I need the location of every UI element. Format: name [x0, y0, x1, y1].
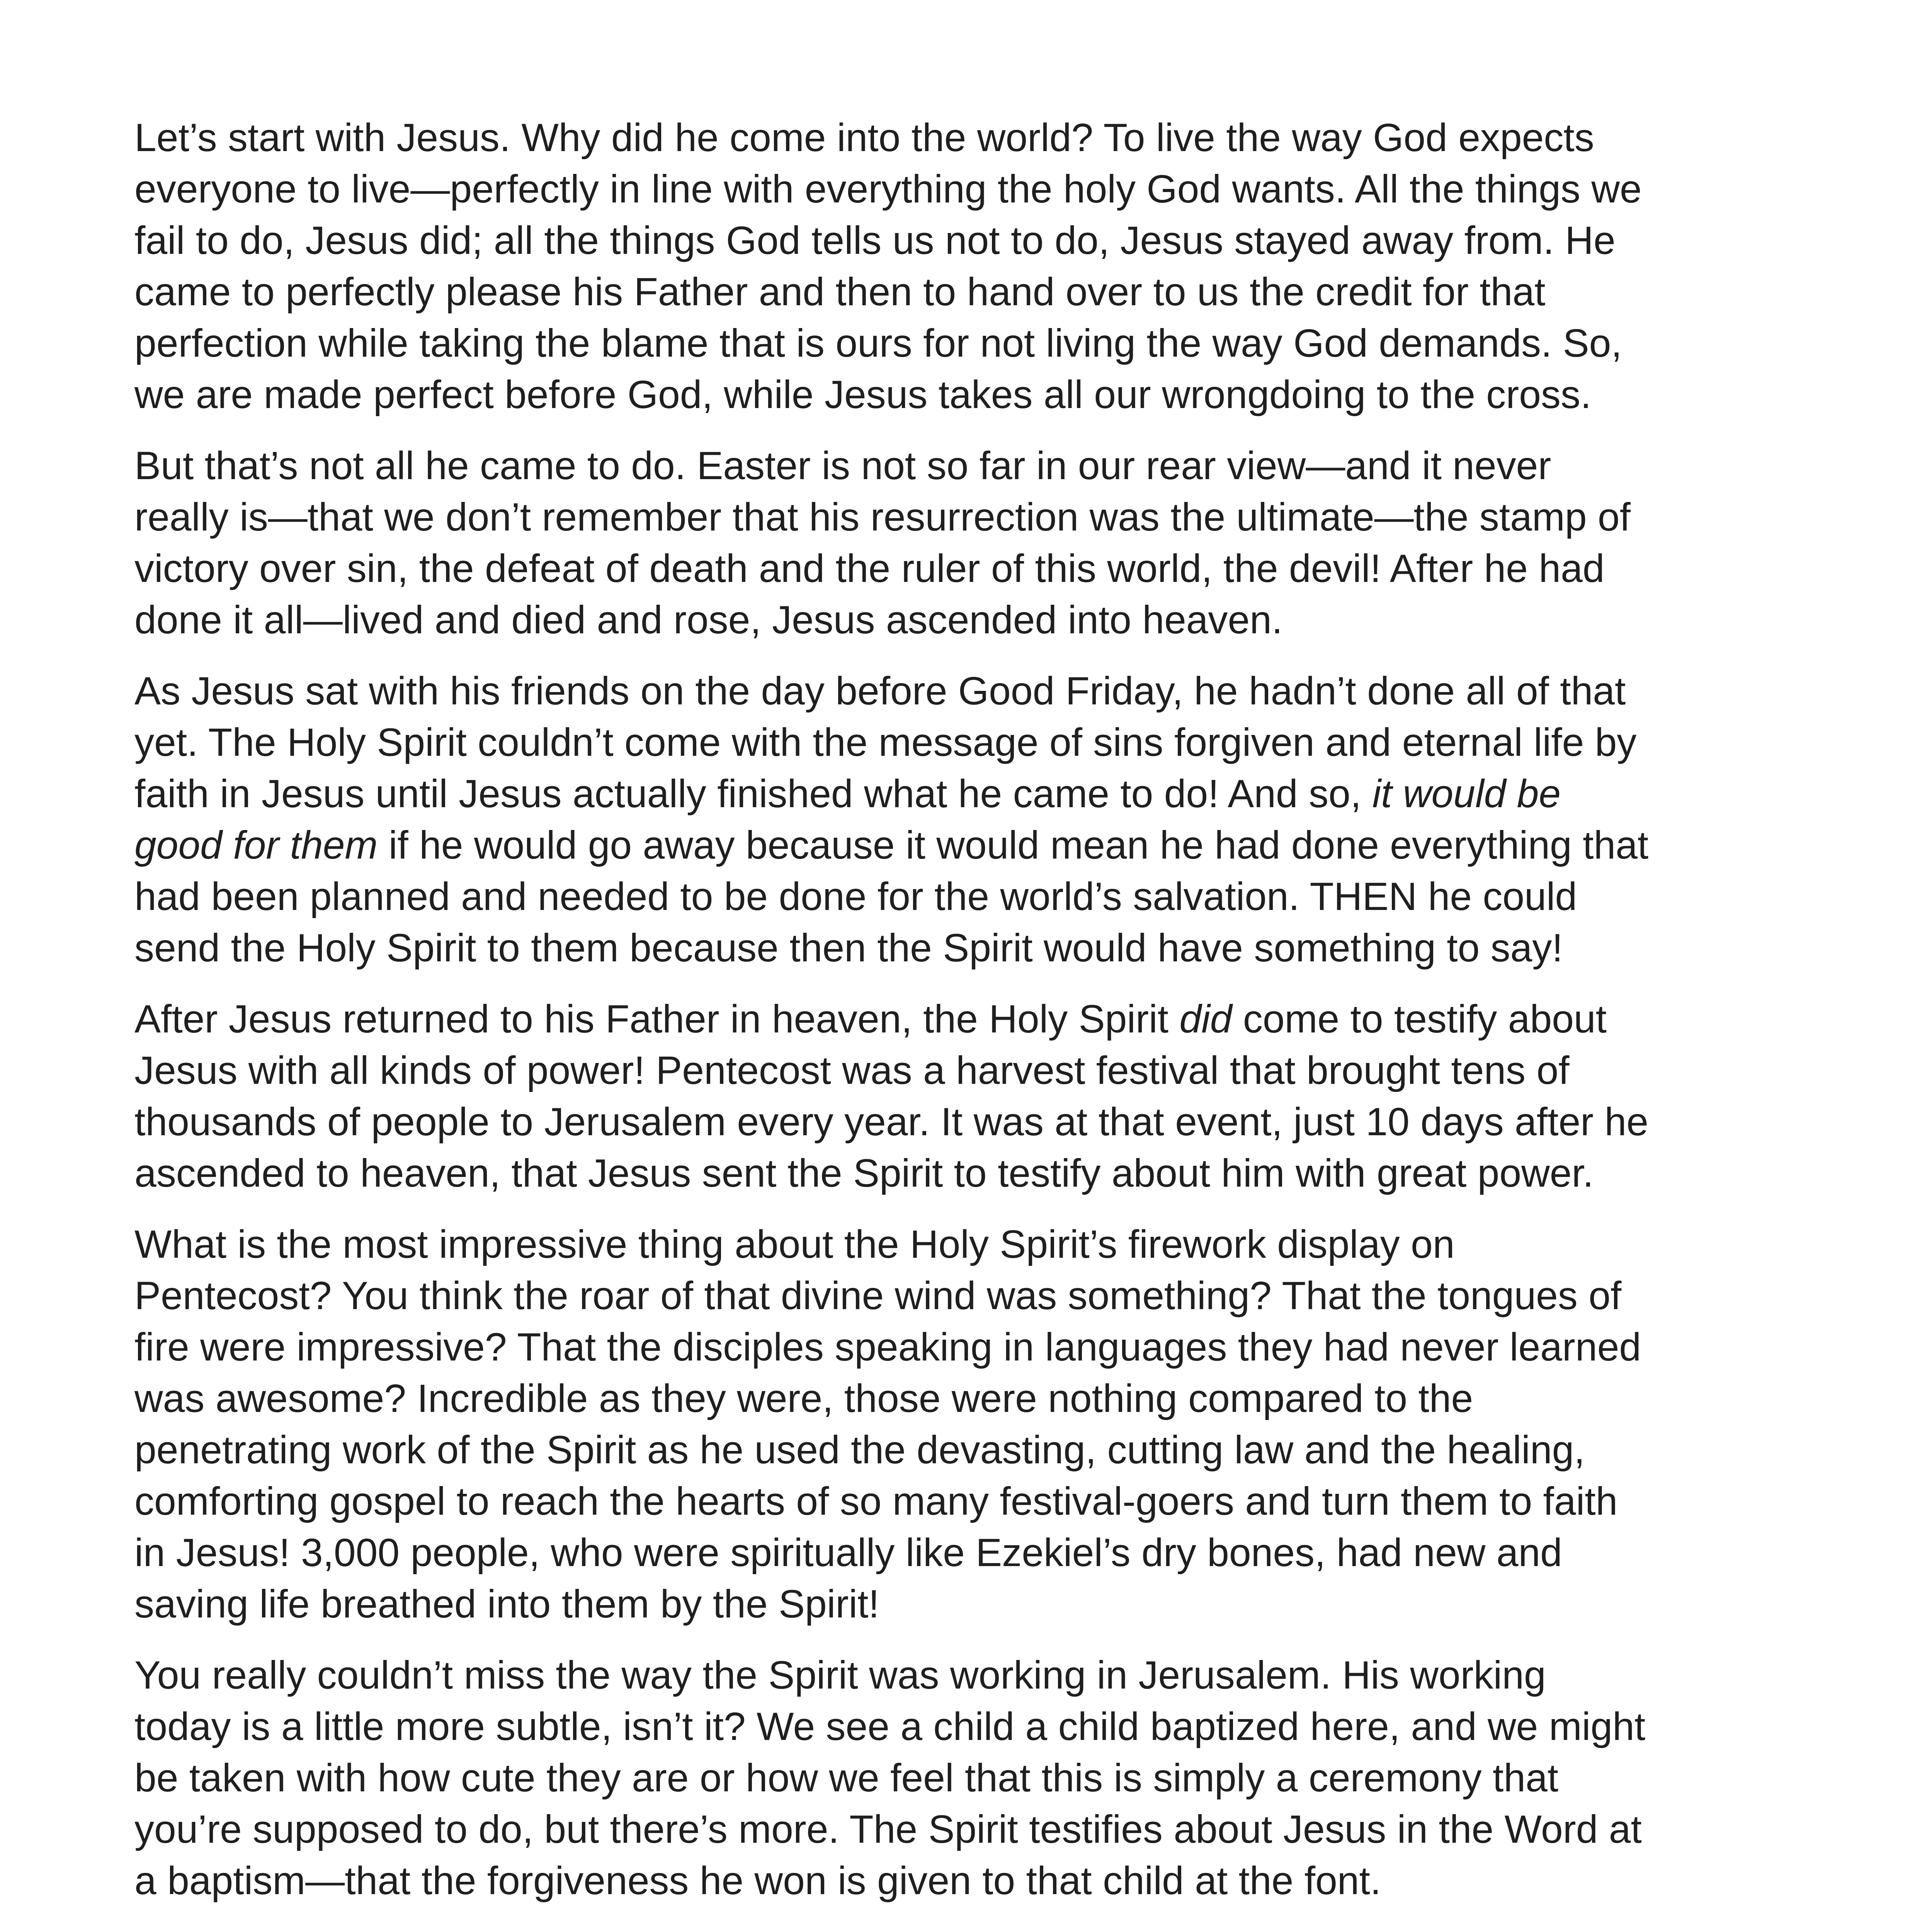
- document-page: [134, 112, 1858, 1932]
- italic-text: it would be good for them: [134, 772, 1561, 867]
- paragraph-resurrection: But that’s not all he came to do. Easter is not so far in our rear view—and it never really is—that we don’t remember that his resurrection was the ultimate—the stamp of victory over sin, the defeat of death and the ruler of this world, the devil! After he had done it all—lived and died and rose, Jesus ascended into heaven.: [134, 444, 1631, 642]
- paragraph-firework-display: What is the most impressive thing about the Holy Spirit’s firework display on Pentecost? You think the roar of that divine wind was something? That the tongues of fire were impressive? That the disciples speaking in languages they had never learned was awesome? Incredible as they were, those were nothing compared to the penetrating work of the Spirit as he used the devasting, cutting law and the healing, comforting gospel to reach the hearts of so many festival-goers and turn them to faith in Jesus! 3,000 people, who were spiritually like Ezekiel’s dry bones, had new and saving life breathed into them by the Spirit!: [134, 1222, 1641, 1626]
- paragraph-good-for-them: [134, 665, 1858, 974]
- text-run: come to testify about Jesus with all kinds of power! Pentecost was a harvest festival that brought tens of thousands of people to Jerusalem every year. It was at that event, just 10 days after he ascended to heaven, that Jesus sent the Spirit to testify about him with great power.: [134, 997, 1648, 1195]
- text-run: if he would go away because it would mean he had done everything that had been planned and needed to be done for the world’s salvation. THEN he could send the Holy Spirit to them because then the Spirit would have something to say!: [134, 823, 1649, 970]
- italic-text: did: [1179, 997, 1232, 1041]
- paragraph-baptism: You really couldn’t miss the way the Spirit was working in Jerusalem. His working today is a little more subtle, isn’t it? We see a child a child baptized here, and we might be taken with how cute they are or how we feel that this is simply a ceremony that you’re supposed to do, but there’s more. The Spirit testifies about Jesus in the Word at a baptism—that the forgiveness he won is given to that child at the font.: [134, 1653, 1646, 1903]
- text-run: As Jesus sat with his friends on the day before Good Friday, he hadn’t done all of that yet. The Holy Spirit couldn’t come with the message of sins forgiven and eternal life by faith in Jesus until Jesus actually finished what he came to do! And so,: [134, 669, 1637, 816]
- paragraph-why-jesus-came: Let’s start with Jesus. Why did he come into the world? To live the way God expects everyone to live—perfectly in line with everything the holy God wants. All the things we fail to do, Jesus did; all the things God tells us not to do, Jesus stayed away from. He came to perfectly please his Father and then to hand over to us the credit for that perfection while taking the blame that is ours for not living the way God demands. So, we are made perfect before God, while Jesus takes all our wrongdoing to the cross.: [134, 116, 1642, 417]
- paragraph-pentecost: [134, 993, 1858, 1199]
- text-run: After Jesus returned to his Father in heaven, the Holy Spirit: [134, 997, 1180, 1041]
